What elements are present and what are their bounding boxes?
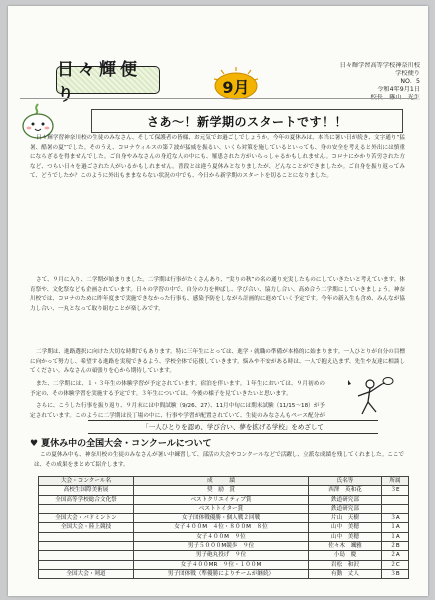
name-cell: 鉄道研究部 <box>309 504 382 513</box>
section-title: ♥ 夏休み中の全国大会・コンクールについて <box>30 439 212 449</box>
header-competition: 大会・コンクール名 <box>39 477 134 486</box>
school-motto: 「一人ひとりを認め、学び合い、夢を拡げる学校」をめざして <box>88 420 378 434</box>
table-row <box>39 569 409 578</box>
result-cell: 女子４００M ４位・８００M ８位 <box>134 523 309 532</box>
name-cell: 小島 慶 <box>309 551 382 560</box>
table-row <box>39 532 409 541</box>
result-cell: 男子砲丸投げ ９位 <box>134 551 309 560</box>
competition-cell: 全国高等学校総合文化祭 <box>39 495 134 504</box>
sun-badge-icon <box>211 66 261 100</box>
table-row <box>39 523 409 532</box>
column-paragraph-1: また、二学期には、１・３年生の体験学習が予定されています。宿泊を伴います。１年生においては、９月初めの予定の、その体験学習を実施する予定です。３年生については、今後の様子を見ていきたいと思います。 <box>30 381 325 397</box>
table-row <box>39 486 409 495</box>
issue-date: 令和4年9月1日 <box>377 86 420 94</box>
issue-number: NO．5 <box>400 78 420 86</box>
school-info <box>270 62 420 102</box>
month-label: 9月 <box>222 78 250 97</box>
header-divider <box>20 98 416 99</box>
competition-cell: 全国大会・陸上競技 <box>39 523 134 532</box>
table-row <box>39 551 409 560</box>
table-row <box>39 514 409 523</box>
intro-paragraph-1: 日々輝学習神奈川校の生徒のみなさん、そして保護者の皆様、お元気でお過ごしでしょうか。今年の夏休みは、本当に暑い日が続き、文字通り“猛暑、酷暑の夏”でした。そのうえ、コロナウィルスの第７波が猛威を振るい、いくら対策を施しているといっても、身の安全を考えると外出には慎重にならざるを得ませんでした。ご自身やみなさんの身近な人の中にも、罹患された方がいらっしゃるかもしれません。コロナにかかり苦労された方など、つらい日々を過ごされた人がいるかもしれません。普段とは違う夏休みとなりましたが、どんなことができましたか。ご自身を振り返ってみて、どうでしたか？このように外出もままならない状況の中でも、今日から新学期のスタートを切ることになりました。 <box>30 135 405 180</box>
competition-cell: 高校生国際美術展 <box>39 486 134 495</box>
class-cell: １A <box>382 523 409 532</box>
school-name: 日々輝学習高等学校神奈川校 <box>339 62 420 69</box>
class-cell: ２C <box>382 560 409 569</box>
name-cell: 有動 丈人 <box>309 569 382 578</box>
class-cell: ２A <box>382 551 409 560</box>
headline-banner: さあ～！新学期のスタートです！！ <box>91 109 403 133</box>
name-cell: 岩松 和沢 <box>309 560 382 569</box>
name-cell: 片山 天樹 <box>309 514 382 523</box>
newsletter-page <box>8 6 428 596</box>
class-cell: １A <box>382 532 409 541</box>
result-cell: 女子４００MR ９位・１００M <box>134 560 309 569</box>
name-cell: 西澤 英和花 <box>309 486 382 495</box>
competition-cell: 全国大会・剣道 <box>39 569 134 578</box>
heart-icon: ♥ <box>30 439 39 449</box>
class-cell: ３A <box>382 514 409 523</box>
name-cell: 山中 美穂 <box>309 523 382 532</box>
name-cell: 鉄道研究部 <box>309 495 382 504</box>
header-class: 所属 <box>382 477 409 486</box>
publication-name: 学校便り <box>395 70 420 78</box>
name-cell: 山中 美穂 <box>309 532 382 541</box>
principal-name: 校長 篠山 光生 <box>370 94 420 102</box>
table-row <box>39 504 409 513</box>
competition-cell <box>39 542 134 551</box>
result-cell: 女子４００M ９位 <box>134 532 309 541</box>
header-result: 成 績 <box>134 477 309 486</box>
result-cell: ベストトイター賞 <box>134 504 309 513</box>
competition-cell <box>39 560 134 569</box>
header-name: 氏名等 <box>309 477 382 486</box>
table-row <box>39 542 409 551</box>
result-cell: 男子５０００M競歩 ９位 <box>134 542 309 551</box>
competition-cell <box>39 532 134 541</box>
class-cell: ３B <box>382 569 409 578</box>
result-cell: ベストクリエイティブ賞 <box>134 495 309 504</box>
competition-cell <box>39 504 134 513</box>
class-cell: ２B <box>382 542 409 551</box>
newsletter-title: 日々輝便り <box>56 66 160 94</box>
result-cell: 男子団体戦（準優勝によりチームが継続） <box>134 569 309 578</box>
month-badge <box>211 66 261 100</box>
intro-paragraph-3: 二学期は、進路選択に向けた大切な時期でもあります。特に三年生にとっては、進学・就職の準備が本格的に始まります。一人ひとりが自分の目標に向かって努力し、希望する進路を実現できるよう、学校全体で応援していきます。悩みや不安がある時は、一人で抱え込まず、先生や友達に相談してください。みなさんの頑張りを心から期待しています。 <box>30 349 405 375</box>
table-header-row <box>39 477 409 486</box>
badminton-player-icon <box>330 376 410 420</box>
class-cell <box>382 495 409 504</box>
table-row <box>39 560 409 569</box>
competition-cell <box>39 551 134 560</box>
name-cell: 佐々木 颯雅 <box>309 542 382 551</box>
result-cell: 奨 励 賞 <box>134 486 309 495</box>
column-paragraph-2: さらに、こうした行事を振り返り、９月末には中間試験（9/26、27）、11月中旬には期末試験（11/15～18）が予定されています。このように二学期は長丁場の中に、行事や学習が配置されていて、生徒のみなさんもペース配分が <box>30 403 325 418</box>
class-cell <box>382 504 409 513</box>
class-cell: ３E <box>382 486 409 495</box>
result-cell: 女子団体戦優勝・個人戦２回戦 <box>134 514 309 523</box>
intro-paragraph-2: さて、９月に入り、二学期が始まりました。二学期は行事がたくさんあり、“実りの秋”の名の通り充実したものにしていきたいと考えています。体育祭や、文化祭なども企画されています。日々の学習の中で、自分の力を伸ばし、学び合い、協力し合い、高め合う二学期にしていきましょう。神奈川校では、コロナのために昨年度まで実施できなかった行事も、感染予防をしながら計画的に進めていく予定です。今年の新入生も含め、みんなが協力し合い、一丸となって取り組むことが楽しみです。 <box>30 277 405 312</box>
section-intro: この夏休み中も、神奈川校の生徒のみなさんが暑い中練習して、部活の大会やコンクールなどで活躍し、立派な成績を残してくれました。ここでは、その成果をまとめて紹介します。 <box>34 452 404 468</box>
competition-cell: 全国大会・バドミントン <box>39 514 134 523</box>
results-table <box>38 476 409 579</box>
table-row <box>39 495 409 504</box>
